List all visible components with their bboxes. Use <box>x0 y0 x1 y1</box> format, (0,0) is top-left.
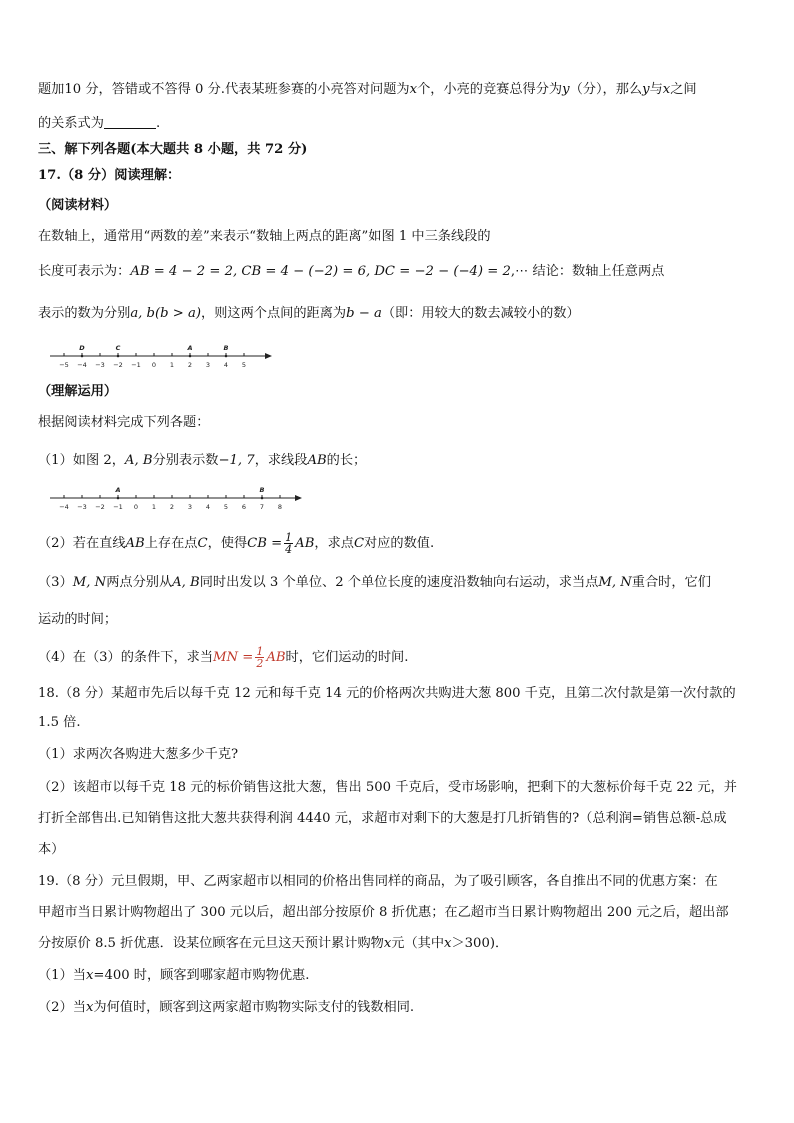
point-marker <box>261 497 264 500</box>
q19-text: 分按原价 8.5 折优惠．设某位顾客在元旦这天预计累计购物 <box>38 936 384 951</box>
q17-text: （2）若在直线 <box>38 536 126 551</box>
math-x: x <box>85 1000 94 1015</box>
point-marker <box>117 497 120 500</box>
tick-label: 6 <box>241 503 247 511</box>
q17-text: ，则这两个点间的距离为 <box>201 306 347 321</box>
point-label: A <box>187 344 193 352</box>
q17-intro: 根据阅读材料完成下列各题： <box>38 415 210 430</box>
q17-text: 长度可表示为： <box>38 264 131 279</box>
math-expression: −1, 7 <box>218 453 255 468</box>
q19-text: =400 时，顾客到哪家超市购物优惠. <box>93 968 310 983</box>
q17-text: （即：用较大的数去减较小的数） <box>381 306 580 321</box>
math-x: x <box>383 936 392 951</box>
q17-text: ，求线段 <box>254 453 308 468</box>
q18-line-2: 1.5 倍. <box>38 715 81 730</box>
answer-blank[interactable] <box>104 114 156 129</box>
q17-sub-2 <box>38 532 760 555</box>
q16-text: 的关系式为 <box>38 116 104 131</box>
fraction-numerator: 1 <box>285 531 293 544</box>
q17-text: 的长； <box>326 453 367 468</box>
q17-text: ，使得 <box>207 536 248 551</box>
q19-sub-1 <box>38 966 760 986</box>
q17-text: （1）如图 2， <box>38 453 125 468</box>
fraction <box>284 532 293 555</box>
q17-sub-3-line-2: 运动的时间； <box>38 612 118 627</box>
tick-label: −1 <box>131 361 141 369</box>
q19-text: （2）当 <box>38 1000 86 1015</box>
math-expression: C <box>197 536 208 551</box>
math-expression: AB <box>295 536 315 551</box>
tick-label: −2 <box>113 361 123 369</box>
axis-arrow-icon <box>265 353 272 359</box>
q19-line-3 <box>38 934 760 954</box>
math-expression: MN = <box>213 650 254 665</box>
q17-text: 表示的数为分别 <box>38 306 131 321</box>
reading-material-title: （阅读材料） <box>38 198 118 213</box>
fraction-denominator: 2 <box>256 657 264 670</box>
fraction-numerator: 1 <box>256 645 264 658</box>
tick-label: 4 <box>205 503 211 511</box>
q17-text: （3） <box>38 575 73 590</box>
q19-line-1: 19.（8 分）元旦假期，甲、乙两家超市以相同的价格出售同样的商品，为了吸引顾客，各自推出不同的优惠方案：在 <box>38 874 718 889</box>
tick-label: −5 <box>59 361 69 369</box>
q17-text: 对应的数值. <box>364 536 435 551</box>
tick-label: 3 <box>205 361 211 369</box>
q19-line-2: 甲超市当日累计购物超出了 300 元以后，超出部分按原价 8 折优惠；在乙超市当日累计购物超出 200 元之后，超出部 <box>38 905 729 920</box>
q19-text: 元（其中 <box>391 936 445 951</box>
q17-sub-1 <box>38 451 760 471</box>
q16-text: 与 <box>649 82 663 97</box>
q19-sub-2 <box>38 998 760 1018</box>
q16-text: 个，小亮的竞赛总得分为 <box>417 82 563 97</box>
tick-label: −3 <box>77 503 87 511</box>
q17-text: 分别表示数 <box>152 453 219 468</box>
q17-sub-4 <box>38 646 760 669</box>
math-expression: AB <box>125 536 145 551</box>
q17-text: ,⋯ 结论：数轴上任意两点 <box>510 264 665 279</box>
point-label: D <box>79 344 85 352</box>
q16-text: （分），那么 <box>569 82 643 97</box>
math-expression: AB <box>266 650 286 665</box>
point-marker <box>189 355 192 358</box>
tick-label: 3 <box>187 503 193 511</box>
tick-label: 1 <box>169 361 175 369</box>
q19-text: ＞300)． <box>451 936 509 951</box>
q17-text: ，求点 <box>314 536 354 551</box>
math-expression: CB = <box>247 536 283 551</box>
q17-text: 两点分别从 <box>106 575 173 590</box>
q17-text: 时，它们运动的时间. <box>285 650 409 665</box>
tick-label: 4 <box>223 361 229 369</box>
q18-sub-1: （1）求两次各购进大葱多少千克? <box>38 747 239 762</box>
q16-line-1 <box>38 80 760 100</box>
math-x: x <box>444 936 452 951</box>
point-label: B <box>223 344 229 352</box>
q18-line-1: 18.（8 分）某超市先后以每千克 12 元和每千克 14 元的价格两次共购进大葱 800 千克，且第二次付款是第一次付款的 <box>38 686 736 701</box>
q17-text: （4）在（3）的条件下，求当 <box>38 650 214 665</box>
point-marker <box>81 355 84 358</box>
apply-title: （理解运用） <box>38 384 118 399</box>
point-marker <box>225 355 228 358</box>
tick-label: 0 <box>133 503 139 511</box>
math-expression: a, b(b > a) <box>130 306 202 321</box>
tick-label: −1 <box>113 503 123 511</box>
q19-text: 为何值时，顾客到这两家超市购物实际支付的钱数相同. <box>93 1000 415 1015</box>
q16-text: 题加10 分，答错或不答得 0 分.代表某班参赛的小亮答对问题为 <box>38 82 410 97</box>
math-x: x <box>85 968 94 983</box>
math-expression: AB <box>307 453 327 468</box>
tick-label: 8 <box>277 503 283 511</box>
point-marker <box>117 355 120 358</box>
math-expression: M, N <box>72 575 107 590</box>
tick-label: 0 <box>151 361 157 369</box>
q16-line-2 <box>38 114 760 134</box>
math-expression: M, N <box>598 575 632 590</box>
math-x: x <box>662 82 671 97</box>
tick-label: 1 <box>151 503 157 511</box>
tick-label: −2 <box>95 503 105 511</box>
q17-paragraph-2 <box>38 262 760 282</box>
point-label: C <box>115 344 121 352</box>
q17-sub-3 <box>38 573 760 593</box>
q17-paragraph-3 <box>38 304 760 324</box>
point-label: B <box>259 486 265 494</box>
q17-paragraph-1: 在数轴上，通常用“两数的差”来表示“数轴上两点的距离”如图 1 中三条线段的 <box>38 229 491 244</box>
axis-arrow-icon <box>295 495 302 501</box>
q17-text: 上存在点 <box>144 536 198 551</box>
tick-label: −4 <box>59 503 69 511</box>
tick-label: 5 <box>241 361 247 369</box>
q19-text: （1）当 <box>38 968 86 983</box>
math-expression: A, B <box>124 453 153 468</box>
math-x: x <box>409 82 418 97</box>
number-line-figure-2 <box>48 482 303 516</box>
q17-heading: 17.（8 分）阅读理解： <box>38 168 181 183</box>
q18-sub-2-line-1: （2）该超市以每千克 18 元的标价销售这批大葱，售出 500 千克后，受市场影响，把剩下的大葱标价每千克 22 元，并 <box>38 780 737 795</box>
section-heading: 三、解下列各题(本大题共 8 小题，共 72 分) <box>38 142 308 157</box>
tick-label: −4 <box>77 361 87 369</box>
math-y: y <box>562 82 570 97</box>
q16-text: . <box>155 116 161 131</box>
q17-text: 同时出发以 3 个单位、2 个单位长度的速度沿数轴向右运动，求当点 <box>199 575 599 590</box>
tick-label: 2 <box>187 361 193 369</box>
math-expression: C <box>353 536 365 551</box>
tick-label: −3 <box>95 361 105 369</box>
number-line-figure-1 <box>48 340 273 374</box>
q16-text: 之间 <box>670 82 697 97</box>
math-expression: A, B <box>172 575 200 590</box>
fraction-denominator: 4 <box>285 543 293 556</box>
q17-text: 重合时，它们 <box>631 575 711 590</box>
tick-label: 7 <box>259 503 265 511</box>
fraction <box>255 646 264 669</box>
q18-sub-2-line-3: 本） <box>38 842 65 857</box>
tick-label: 2 <box>169 503 175 511</box>
tick-label: 5 <box>223 503 229 511</box>
math-y: y <box>642 82 650 97</box>
math-expression: b − a <box>346 306 382 321</box>
point-label: A <box>115 486 121 494</box>
q18-sub-2-line-2: 打折全部售出.已知销售这批大葱共获得利润 4440 元，求超市对剩下的大葱是打几折销售的?（总利润=销售总额-总成 <box>38 811 727 826</box>
math-expression: AB = 4 − 2 = 2, CB = 4 − (−2) = 6, DC = −2 − (−4) = 2 <box>130 264 511 279</box>
